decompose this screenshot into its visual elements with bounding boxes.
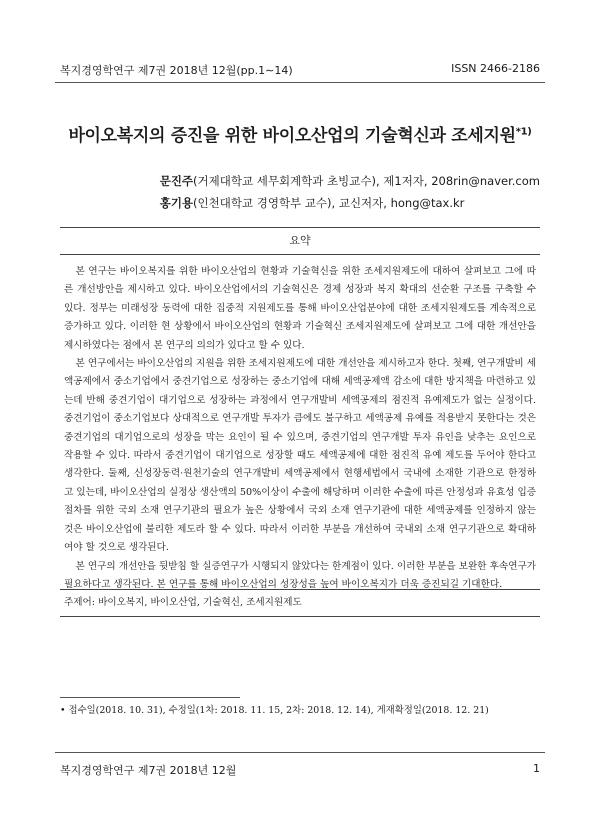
author-1	[160, 170, 540, 192]
footnote-rule	[60, 697, 240, 698]
abstract-body	[60, 255, 540, 589]
paper-title-text: 바이오복지의 증진을 위한 바이오산업의 기술혁신과 조세지원	[68, 126, 516, 146]
footnote: • 접수일(2018. 10. 31), 수정일(1차: 2018. 11. 15, 2차: 2018. 12. 14), 게재확정일(2018. 12. 21)	[60, 705, 489, 716]
footer-rule	[55, 752, 545, 753]
abstract-paragraph-2: 본 연구에서는 바이오산업의 지원을 위한 조세지원제도에 대한 개선안을 제시하고자 한다. 첫째, 연구개발비 세액공제에서 중소기업에서 중견기업으로 성장하는 중소기업에 대해 세액공제액 감소에 대한 방지책을 마련하고 있는데 반해 중견기업이 대기업으로 성장하는 과정에서 연구개발비 세액공제의 점진적 유예제도가 없는 실정이다. 중견기업이 중소기업보다 상대적으로 연구개발 투자가 큼에도 불구하고 세액공제 유예를 적용받지 못한다는 것은 중견기업의 대기업으로의 성장을 막는 요인이 될 수 있으며, 중견기업의 연구개발 투자 유인을 낮추는 요인으로 작용할 수 있다. 따라서 중견기업이 대기업으로 성장할 때도 세액공제에 대한 점진적 유예 제도를 두어야 한다고 생각한다. 둘째, 신성장동력·원천기술의 연구개발비 세액공제에서 현행세법에서 국내에 소재한 기관으로 한정하고 있는데, 바이오산업의 실정상 생산액의 50%이상이 수출에 해당하며 이러한 수출에 따른 안정성과 유효성 입증 절차를 위한 국외 소재 연구기관의 필요가 높은 상황에서 국외 소재 연구기관에 대한 세액공제를 인정하지 않는 것은 바이오산업에 불리한 제도라 할 수 있다. 따라서 이러한 부분을 개선하여 국내외 소재 연구기관으로 확대하여야 할 것으로 생각된다.	[64, 358, 536, 554]
running-footer	[60, 762, 540, 778]
footer-journal: 복지경영학연구 제7권 2018년 12월	[60, 764, 237, 777]
author-2	[160, 192, 540, 214]
author-1-name: 문진주	[159, 174, 194, 188]
author-2-name: 홍기용	[159, 196, 194, 210]
author-1-affiliation: (거제대학교 세무회계학과 초빙교수), 제1저자, 208rin@naver.com	[193, 174, 540, 188]
page-number: 1	[533, 762, 540, 775]
author-block	[160, 170, 540, 214]
journal-info: 복지경영학연구 제7권 2018년 12월(pp.1∼14)	[60, 64, 293, 77]
paper-title	[40, 121, 560, 146]
abstract-heading: 요약	[60, 228, 540, 255]
header-rule	[55, 82, 545, 83]
keywords: 주제어: 바이오복지, 바이오산업, 기술혁신, 조세지원제도	[60, 589, 540, 616]
abstract-paragraph-1: 본 연구는 바이오복지를 위한 바이오산업의 현황과 기술혁신을 위한 조세지원제도에 대하여 살펴보고 그에 따른 개선방안을 제시하고 있다. 바이오산업에서의 기술혁신은 경제 성장과 복지 확대의 선순환 구조를 구축할 수 있다. 정부는 미래성장 동력에 대한 집중적 지원제도를 통해 바이오산업분야에 대한 조세지원제도를 계속적으로 증가하고 있다. 이러한 현 상황에서 바이오산업의 현황과 기술혁신 조세지원제도에 살펴보고 그에 대한 개선안을 제시하였다는 점에서 본 연구의 의의가 있다고 할 수 있다.	[64, 266, 536, 351]
issn: ISSN 2466-2186	[451, 62, 540, 75]
abstract-paragraph-3: 본 연구의 개선안을 뒷받침 할 실증연구가 시행되지 않았다는 한계점이 있다. 이러한 부분을 보완한 후속연구가 필요하다고 생각된다. 본 연구를 통해 바이오산업의 성장성을 높여 바이오복지가 더욱 증진되길 기대한다.	[64, 560, 536, 589]
title-footnote-mark: *1)	[515, 126, 532, 138]
abstract-box	[60, 227, 540, 617]
running-header	[60, 62, 540, 78]
author-2-affiliation: (인천대학교 경영학부 교수), 교신저자, hong@tax.kr	[193, 196, 465, 210]
